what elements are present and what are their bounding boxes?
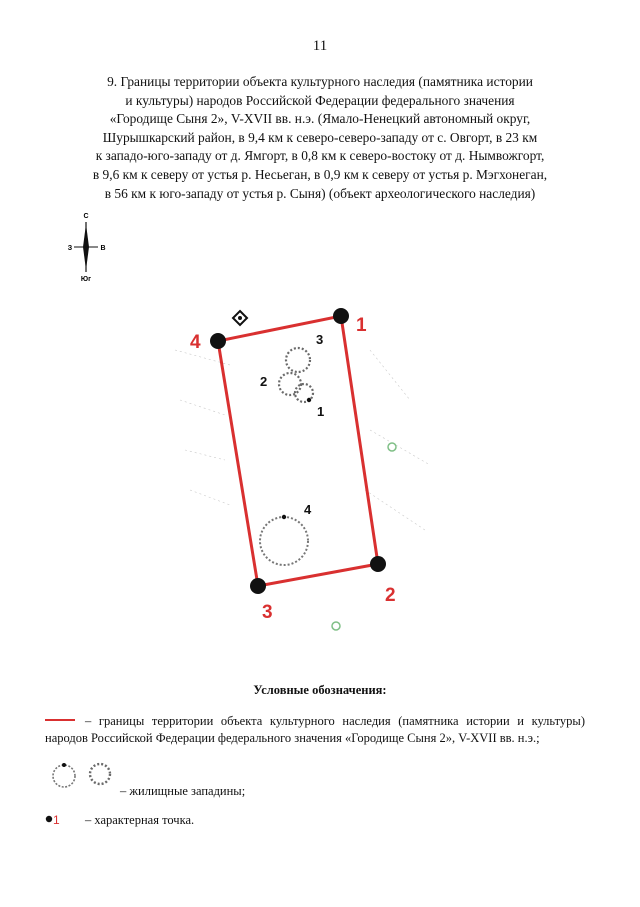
point-label-4: 4 — [190, 332, 201, 353]
legend-point-number: 1 — [53, 813, 60, 827]
title-line: к западо-юго-западу от д. Ямгорт, в 0,8 км к северо-востоку от д. Нымвожгорт, — [95, 148, 545, 164]
pit-label-2: 2 — [260, 374, 268, 389]
legend-boundary — [45, 713, 585, 747]
title-line: «Городище Сыня 2», V-XVII вв. н.э. (Ямало-Ненецкий автономный округ, — [109, 111, 531, 127]
point-dot-icon — [45, 814, 53, 824]
title-line: в 56 км к юго-западу от устья р. Сыня) (объект археологического наследия) — [104, 185, 536, 201]
legend-title: Условные обозначения: — [253, 683, 387, 697]
green-marker-icon — [388, 443, 396, 451]
compass-needle-icon — [83, 224, 89, 270]
title-line: и культуры) народов Российской Федерации федерального значения — [125, 92, 515, 108]
green-marker-icon — [332, 622, 340, 630]
compass-north-label: С — [83, 213, 89, 220]
compass-east-label: В — [100, 245, 106, 252]
point-label-2: 2 — [385, 585, 396, 606]
dwelling-pit-4 — [260, 517, 308, 565]
boundary-line-swatch — [45, 719, 75, 721]
compass-south-label: Юг — [80, 276, 92, 283]
pit-label-4: 4 — [304, 502, 312, 517]
pit-label-3: 3 — [316, 332, 324, 347]
compass-icon — [64, 210, 114, 285]
document-title — [40, 73, 600, 203]
legend-dwelling-pits — [45, 760, 585, 800]
survey-marker-icon — [233, 311, 247, 325]
dwelling-pit-legend-icon — [50, 760, 120, 800]
dwelling-pit-3 — [286, 348, 310, 372]
dwelling-pits-cluster — [279, 348, 313, 402]
legend-boundary-text1: – границы территории объекта культурного наследия (памятника истории и культуры) — [85, 714, 585, 728]
pit-label-1: 1 — [317, 404, 325, 419]
title-line: 9. Границы территории объекта культурного наследия (памятника истории — [107, 74, 533, 89]
characteristic-point-2 — [370, 556, 386, 572]
characteristic-point-3 — [250, 578, 266, 594]
site-plan-map — [170, 290, 470, 640]
page-number: 11 — [312, 38, 328, 54]
legend-boundary-line1 — [45, 713, 585, 730]
title-line: Шурышкарский район, в 9,4 км к северо-северо-западу от с. Овгорт, в 23 км — [102, 129, 538, 145]
pit-4-dot — [282, 515, 286, 519]
site-boundary-polygon — [218, 316, 378, 586]
point-label-1: 1 — [356, 315, 367, 336]
characteristic-point-4 — [210, 333, 226, 349]
legend-boundary-text2: народов Российской Федерации федерального значения «Городище Сыня 2», V-XVII вв. н.э.; — [45, 731, 540, 745]
point-label-3: 3 — [262, 602, 273, 623]
dwelling-pit-2 — [279, 373, 301, 395]
characteristic-point-1 — [333, 308, 349, 324]
pit-center-dot — [307, 398, 311, 402]
compass-west-label: З — [67, 245, 73, 252]
background-contours — [175, 350, 430, 530]
title-line: в 9,6 км к северу от устья р. Несьеган, в 0,9 км к северу от устья р. Мэгхонеган, — [92, 166, 548, 182]
legend-point-text: – характерная точка. — [85, 813, 195, 827]
legend-pits-text: – жилищные западины; — [120, 784, 246, 798]
